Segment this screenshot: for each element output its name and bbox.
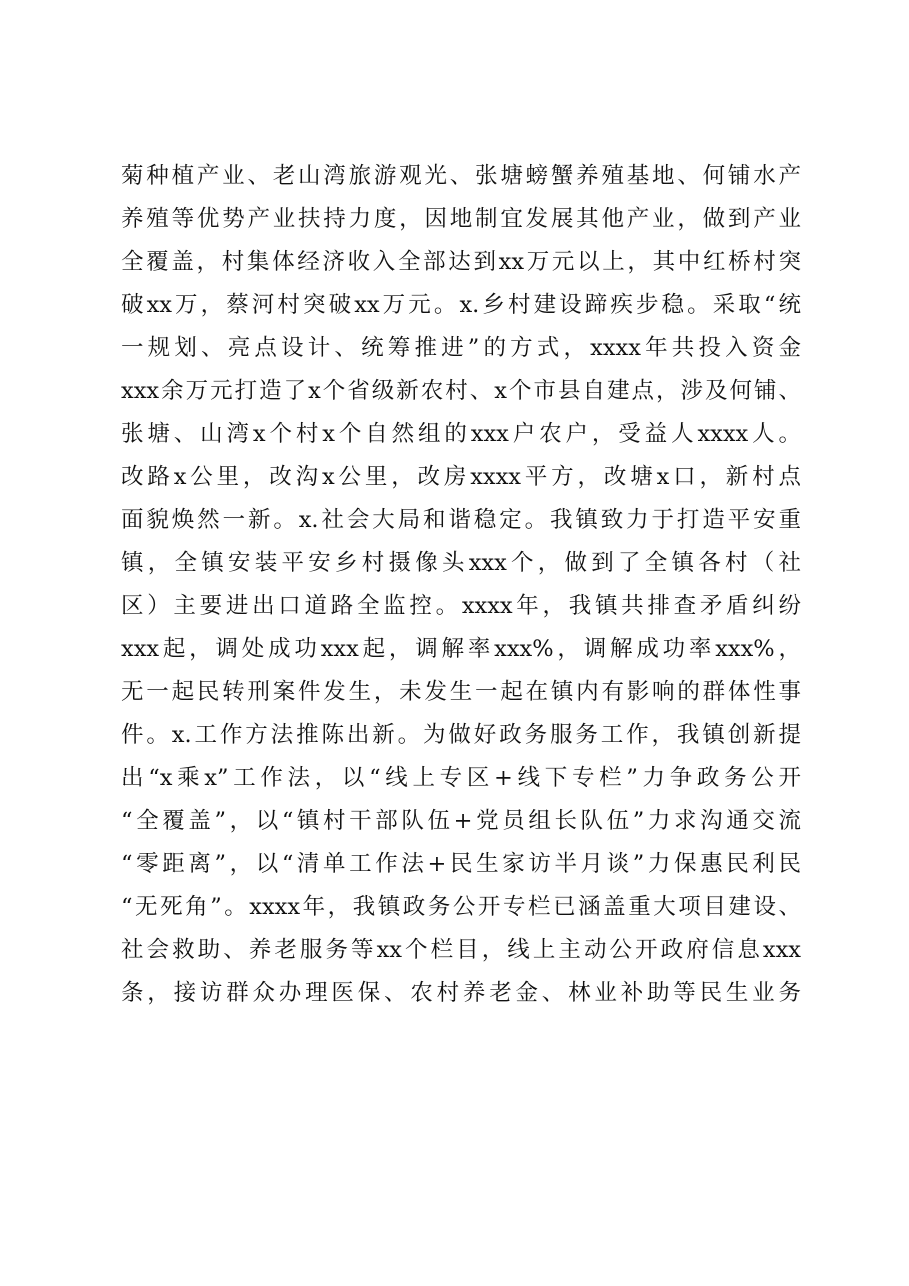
text-line: 全覆盖，村集体经济收入全部达到xx万元以上，其中红桥村突 xyxy=(121,249,801,275)
body-text xyxy=(121,155,801,1015)
text-line: “全覆盖”，以“镇村干部队伍+党员组长队伍”力求沟通交流 xyxy=(121,808,801,834)
text-line: 一规划、亮点设计、统筹推进”的方式，xxxx年共投入资金 xyxy=(121,335,801,361)
text-line: 养殖等优势产业扶持力度，因地制宜发展其他产业，做到产业 xyxy=(121,206,801,232)
text-line: 社会救助、养老服务等xx个栏目，线上主动公开政府信息xxx xyxy=(121,937,801,963)
text-line: “无死角”。xxxx年，我镇政务公开专栏已涵盖重大项目建设、 xyxy=(121,894,801,920)
text-line: 镇，全镇安装平安乡村摄像头xxx个，做到了全镇各村（社 xyxy=(121,550,801,576)
text-line: 区）主要进出口道路全监控。xxxx年，我镇共排查矛盾纠纷 xyxy=(121,593,801,619)
text-line: xxx余万元打造了x个省级新农村、x个市县自建点，涉及何铺、 xyxy=(121,378,801,404)
text-line: 面貌焕然一新。x.社会大局和谐稳定。我镇致力于打造平安重 xyxy=(121,507,801,533)
text-line: 条，接访群众办理医保、农村养老金、林业补助等民生业务 xyxy=(121,980,801,1006)
text-line: 无一起民转刑案件发生，未发生一起在镇内有影响的群体性事 xyxy=(121,679,801,705)
text-line: 件。x.工作方法推陈出新。为做好政务服务工作，我镇创新提 xyxy=(121,722,801,748)
text-line: xxx起，调处成功xxx起，调解率xxx%，调解成功率xxx%， xyxy=(121,636,801,662)
text-line: 张塘、山湾x个村x个自然组的xxx户农户，受益人xxxx人。 xyxy=(121,421,801,447)
text-line: 改路x公里，改沟x公里，改房xxxx平方，改塘x口，新村点 xyxy=(121,464,801,490)
text-line: “零距离”，以“清单工作法+民生家访半月谈”力保惠民利民 xyxy=(121,851,801,877)
text-line: 破xx万，蔡河村突破xx万元。x.乡村建设蹄疾步稳。采取“统 xyxy=(121,292,801,318)
text-line: 出“x乘x”工作法，以“线上专区+线下专栏”力争政务公开 xyxy=(121,765,801,791)
text-line: 菊种植产业、老山湾旅游观光、张塘螃蟹养殖基地、何铺水产 xyxy=(121,163,801,189)
